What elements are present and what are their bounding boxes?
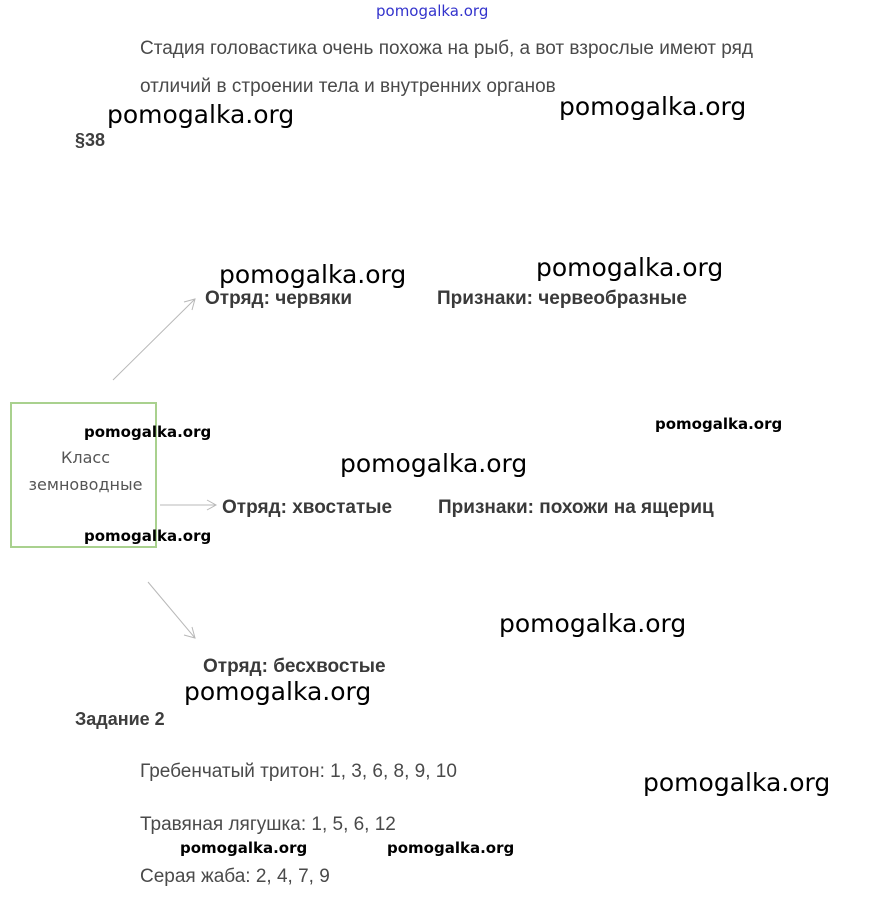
class-label-line-2: земноводные xyxy=(28,475,143,494)
intro-line-1: Стадия головастика очень похожа на рыб, а вот взрослые имеют ряд xyxy=(140,38,753,59)
watermark: pomogalka.org xyxy=(643,768,831,797)
site-link[interactable]: pomogalka.org xyxy=(376,2,489,20)
answer-newt: Гребенчатый тритон: 1, 3, 6, 8, 9, 10 xyxy=(140,761,457,782)
watermark: pomogalka.org xyxy=(559,92,747,121)
traits-tailed: Признаки: похожи на ящериц xyxy=(438,497,714,518)
watermark: pomogalka.org xyxy=(536,253,724,282)
answer-frog: Травяная лягушка: 1, 5, 6, 12 xyxy=(140,814,396,835)
watermark: pomogalka.org xyxy=(387,839,515,857)
watermark: pomogalka.org xyxy=(107,100,295,129)
watermark: pomogalka.org xyxy=(219,260,407,289)
section-number: §38 xyxy=(75,130,106,150)
arrow-to-tailless xyxy=(148,582,195,638)
arrow-to-worms xyxy=(113,299,195,380)
order-tailless: Отряд: бесхвостые xyxy=(203,656,386,677)
traits-worms: Признаки: червеобразные xyxy=(437,288,687,309)
watermark: pomogalka.org xyxy=(184,677,372,706)
intro-line-2: отличий в строении тела и внутренних органов xyxy=(140,76,556,97)
order-worms: Отряд: червяки xyxy=(205,288,353,309)
watermark: pomogalka.org xyxy=(340,449,528,478)
watermark: pomogalka.org xyxy=(84,527,212,545)
watermark: pomogalka.org xyxy=(655,415,783,433)
answer-toad: Серая жаба: 2, 4, 7, 9 xyxy=(140,866,330,887)
watermark: pomogalka.org xyxy=(84,423,212,441)
watermark: pomogalka.org xyxy=(180,839,308,857)
task2-title: Задание 2 xyxy=(75,709,165,729)
order-tailed: Отряд: хвостатые xyxy=(222,497,393,518)
class-label-line-1: Класс xyxy=(61,448,110,467)
watermark: pomogalka.org xyxy=(499,609,687,638)
